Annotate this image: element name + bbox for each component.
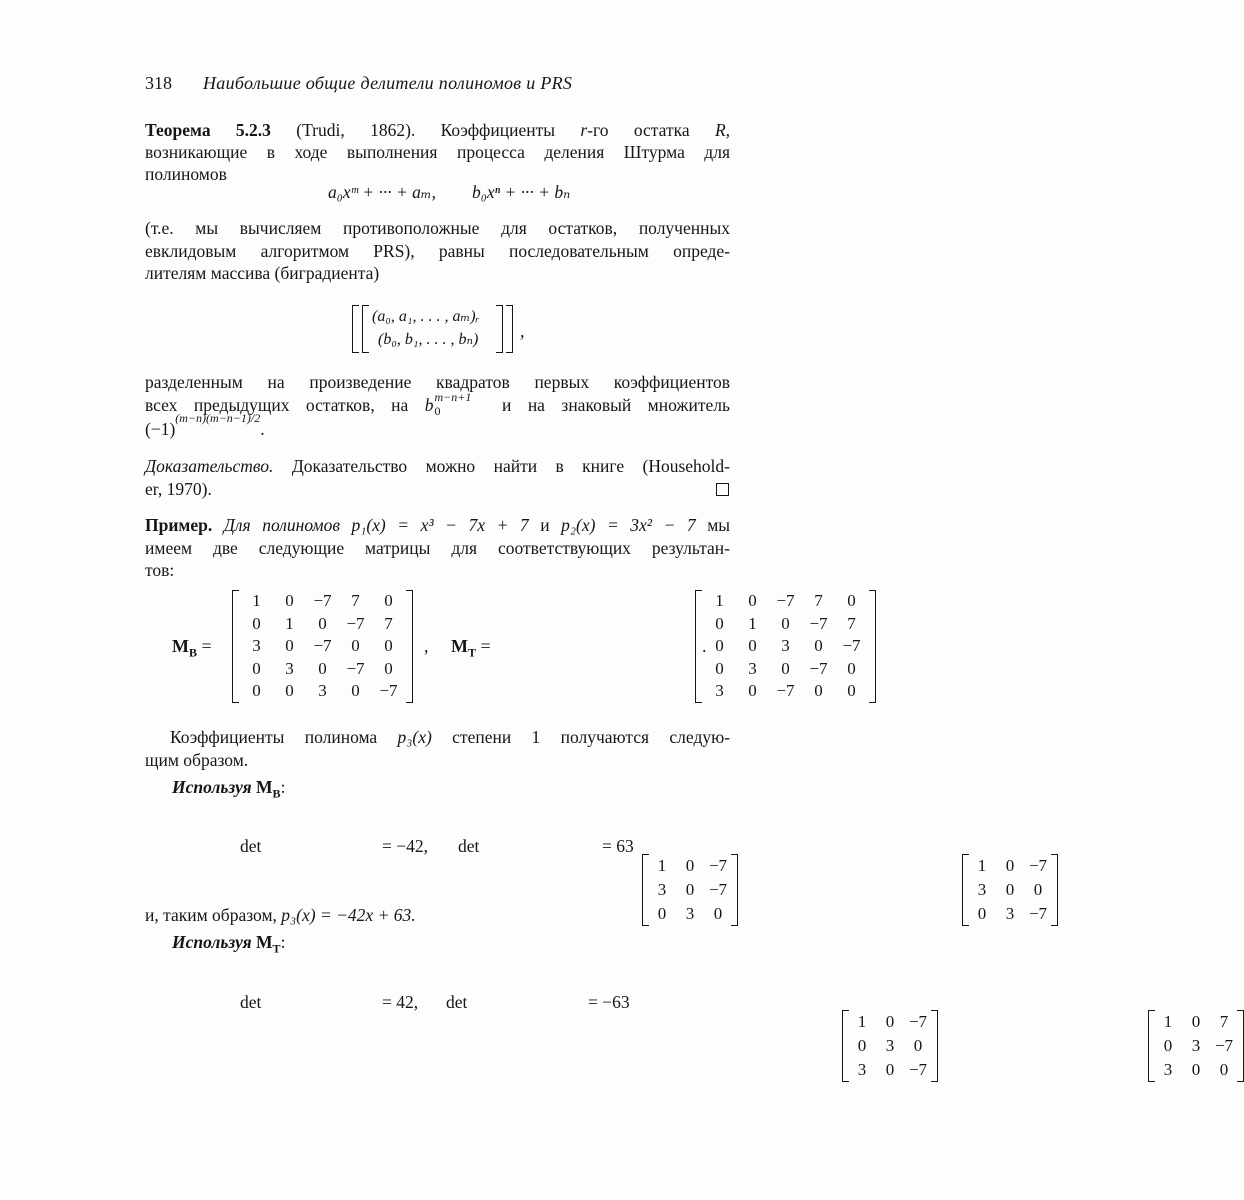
matrix-cell: 0	[685, 855, 695, 875]
matrix-cell: 3	[252, 636, 261, 656]
matrix-row	[703, 680, 868, 703]
matrix-cell: −7	[708, 879, 728, 899]
theorem-line-3: полиномов	[145, 164, 227, 184]
matrix-cell: 0	[814, 681, 823, 701]
matrix-cell: 3	[857, 1059, 867, 1079]
r-symbol: r	[580, 120, 588, 140]
matrix-cell: 0	[977, 903, 987, 923]
MB-subscript: B	[189, 645, 198, 660]
det-T1-result: = 42,	[382, 992, 419, 1012]
line8-text-b: и на знаковый множитель	[501, 395, 731, 415]
matrix-row	[648, 854, 732, 878]
matrices-period: .	[702, 636, 707, 656]
matrix-cell: 3	[285, 658, 294, 678]
MT-subscript: T	[468, 645, 477, 660]
det-B2-result: = 63	[602, 836, 634, 856]
matrix-cell: 3	[977, 879, 987, 899]
det-T1-table	[848, 1010, 932, 1082]
det-T1-label: det	[240, 992, 262, 1012]
det-B2-bracket-right	[1051, 854, 1058, 926]
matrix-cell: 1	[252, 591, 261, 611]
matrix-cell: −7	[908, 1011, 928, 1031]
poly-right: b₀xⁿ + ··· + bₙ	[472, 182, 571, 202]
matrix-row	[240, 680, 405, 703]
theorem-text-tail: -го остатка	[587, 120, 690, 140]
coef-text-a: Коэффициенты полинома	[170, 727, 378, 747]
matrix-cell: 0	[748, 636, 757, 656]
matrix-cell: −7	[346, 658, 365, 678]
matrix-row	[703, 658, 868, 681]
det-T2-label: det	[446, 992, 468, 1012]
matrix-cell: −7	[1028, 855, 1048, 875]
example-line-1	[145, 514, 730, 536]
det-B1-result: = −42,	[382, 836, 428, 856]
theorem-label: Теорема 5.2.3	[145, 120, 271, 140]
matrix-row	[703, 613, 868, 636]
using-T-colon: :	[280, 932, 286, 952]
inner-bracket-right	[496, 305, 503, 353]
matrix-cell: 0	[285, 681, 294, 701]
MB-letter: M	[172, 636, 189, 656]
conclusion-line	[145, 904, 730, 926]
matrix-cell: −7	[809, 658, 828, 678]
matrix-cell: 0	[1163, 1035, 1173, 1055]
matrix-cell: −7	[1028, 903, 1048, 923]
array-row-2: (b₀, b₁, . . . , bₙ)	[378, 331, 479, 348]
theorem-line-9	[145, 411, 730, 440]
theorem-source: (Trudi, 1862).	[296, 120, 416, 140]
sign-period: .	[260, 419, 265, 439]
matrix-cell: 0	[285, 591, 294, 611]
matrix-cell: −7	[708, 855, 728, 875]
matrix-cell: 0	[384, 636, 393, 656]
using-B-sub: B	[272, 786, 281, 801]
matrix-row	[648, 878, 732, 902]
matrix-cell: 3	[1191, 1035, 1201, 1055]
matrix-cell: 3	[781, 636, 790, 656]
b0-symbol: b	[424, 395, 434, 415]
matrix-row	[240, 658, 405, 681]
matrix-cell: 0	[748, 681, 757, 701]
theorem-line-6: лителям массива (биградиента)	[145, 263, 380, 283]
matrix-cell: 0	[1005, 855, 1015, 875]
theorem-line-2: возникающие в ходе выполнения процесса деления Штурма для	[145, 142, 730, 162]
matrix-cell: 1	[857, 1011, 867, 1031]
using-T-sub: T	[272, 941, 281, 956]
conclusion-text: и, таким образом,	[145, 905, 277, 925]
matrix-cell: 0	[384, 658, 393, 678]
proof-line-1	[145, 455, 730, 477]
matrix-cell: −7	[346, 613, 365, 633]
matrix-cell: 0	[713, 903, 723, 923]
matrix-cell: 0	[252, 613, 261, 633]
coef-line-2: щим образом.	[145, 750, 249, 770]
theorem-line-5: евклидовым алгоритмом PRS), равны последовательным опреде-	[145, 241, 730, 261]
matrix-row	[703, 635, 868, 658]
matrix-row	[1154, 1058, 1238, 1082]
matrix-cell: 7	[814, 591, 823, 611]
outer-bracket-left	[352, 305, 359, 353]
matrix-MB	[232, 590, 413, 703]
MT-label	[451, 636, 491, 660]
using-T-heading	[172, 932, 286, 956]
det-T2-bracket-right	[1237, 1010, 1244, 1082]
matrix-cell: 7	[384, 613, 393, 633]
example-label: Пример.	[145, 515, 213, 535]
det-B2-table	[968, 854, 1052, 926]
matrix-cell: 1	[748, 613, 757, 633]
matrix-cell: 3	[1005, 903, 1015, 923]
matrix-cell: 0	[657, 903, 667, 923]
matrix-cell: 0	[1005, 879, 1015, 899]
using-B-label: Используя	[172, 777, 252, 797]
conclusion-formula: p₃(x) = −42x + 63.	[281, 905, 416, 925]
MT-bracket-left	[695, 590, 702, 703]
theorem-line-7: разделенным на произведение квадратов первых коэффициентов	[145, 372, 730, 392]
matrix-cell: 7	[1219, 1011, 1229, 1031]
MT-letter: M	[451, 636, 468, 656]
matrix-cell: 3	[748, 658, 757, 678]
example-and: и	[540, 515, 550, 535]
matrix-cell: 3	[715, 681, 724, 701]
matrix-cell: 0	[748, 591, 757, 611]
matrix-cell: 0	[1191, 1059, 1201, 1079]
using-B-M: M	[256, 777, 273, 797]
matrix-cell: 0	[351, 681, 360, 701]
example-text-b: мы	[707, 515, 731, 535]
matrix-cell: 0	[1033, 879, 1043, 899]
matrix-cell: 0	[318, 613, 327, 633]
matrix-cell: 0	[715, 636, 724, 656]
b0-exponent: m−n+1	[434, 390, 472, 404]
det-B1-bracket-right	[731, 854, 738, 926]
bigradient-array	[352, 305, 525, 351]
det-T2-table	[1154, 1010, 1238, 1082]
matrix-MT	[695, 590, 876, 703]
matrix-cell: 1	[285, 613, 294, 633]
matrix-cell: 0	[885, 1059, 895, 1079]
matrix-cell: −7	[776, 591, 795, 611]
MB-label	[172, 636, 212, 660]
matrix-cell: 0	[913, 1035, 923, 1055]
using-T-label: Используя	[172, 932, 252, 952]
matrix-cell: 1	[1163, 1011, 1173, 1031]
matrix-cell: 0	[351, 636, 360, 656]
matrix-row	[240, 613, 405, 636]
page-number: 318	[145, 73, 172, 93]
sign-base: (−1)	[145, 419, 176, 439]
matrix-row	[240, 590, 405, 613]
matrix-row	[968, 878, 1052, 902]
matrix-cell: 0	[847, 681, 856, 701]
array-row-1: (a₀, a₁, . . . , aₘ)ᵣ	[372, 308, 480, 325]
matrix-row	[968, 854, 1052, 878]
proof-text-1: Доказательство можно найти в книге (Household-	[291, 456, 731, 476]
using-T-M: M	[256, 932, 273, 952]
matrix-row	[848, 1034, 932, 1058]
theorem-line-1	[145, 119, 730, 141]
proof-line-2: er, 1970).	[145, 479, 212, 499]
b0-subscript: 0	[434, 404, 441, 418]
MT-equals: =	[480, 636, 491, 656]
outer-bracket-right	[506, 305, 513, 353]
matrix-cell: 3	[885, 1035, 895, 1055]
matrix-row	[848, 1010, 932, 1034]
matrix-row	[848, 1058, 932, 1082]
theorem-line-4: (т.е. мы вычисляем противоположные для остатков, полученных	[145, 218, 730, 238]
matrix-row	[968, 902, 1052, 926]
matrix-cell: −7	[842, 636, 861, 656]
matrix-row	[703, 590, 868, 613]
matrix-cell: 0	[252, 658, 261, 678]
matrix-cell: 3	[1163, 1059, 1173, 1079]
p3-symbol: p₃(x)	[397, 727, 432, 747]
matrix-row	[1154, 1010, 1238, 1034]
qed-square-icon	[716, 483, 729, 496]
matrix-cell: 1	[657, 855, 667, 875]
matrix-cell: 7	[351, 591, 360, 611]
line8-text-a: всех предыдущих остатков, на	[145, 395, 409, 415]
MB-bracket-right	[406, 590, 413, 703]
p1-formula: p₁(x) = x³ − 7x + 7	[351, 515, 529, 535]
using-B-heading	[172, 777, 286, 801]
inner-bracket-left	[362, 305, 369, 353]
using-B-colon: :	[280, 777, 286, 797]
matrix-cell: −7	[776, 681, 795, 701]
det-B2-matrix	[962, 854, 1058, 926]
matrix-cell: 7	[847, 613, 856, 633]
det-T2-bracket-left	[1148, 1010, 1155, 1082]
det-B2-label: det	[458, 836, 480, 856]
coef-line-1	[170, 726, 730, 748]
poly-left: a₀xᵐ + ··· + aₘ,	[328, 182, 436, 202]
MT-bracket-right	[869, 590, 876, 703]
matrix-cell: 0	[384, 591, 393, 611]
matrices-comma: ,	[424, 636, 429, 656]
example-text-a: Для полиномов	[223, 515, 340, 535]
matrix-cell: 3	[318, 681, 327, 701]
matrix-cell: −7	[313, 636, 332, 656]
MB-equals: =	[201, 636, 212, 656]
MT-table	[703, 590, 868, 703]
matrix-row	[240, 635, 405, 658]
matrix-cell: 0	[847, 591, 856, 611]
sign-exponent: (m−n)(m−n−1)/2	[175, 411, 261, 426]
example-line-3: тов:	[145, 560, 175, 580]
matrix-cell: 0	[685, 879, 695, 899]
array-comma: ,	[520, 321, 525, 341]
matrix-cell: 1	[715, 591, 724, 611]
matrix-cell: −7	[1214, 1035, 1234, 1055]
example-line-2: имеем две следующие матрицы для соответствующих результан-	[145, 538, 730, 558]
R-symbol: R,	[714, 120, 731, 140]
matrix-cell: 0	[781, 613, 790, 633]
det-T1-matrix	[842, 1010, 938, 1082]
det-T2-matrix	[1148, 1010, 1244, 1082]
matrix-cell: 3	[657, 879, 667, 899]
matrix-cell: 0	[252, 681, 261, 701]
matrix-cell: −7	[313, 591, 332, 611]
matrix-cell: −7	[809, 613, 828, 633]
matrix-cell: 0	[318, 658, 327, 678]
running-title: Наибольшие общие делители полиномов и PRS	[203, 73, 573, 93]
matrix-cell: 0	[285, 636, 294, 656]
p2-formula: p₂(x) = 3x² − 7	[561, 515, 696, 535]
det-B2-bracket-left	[962, 854, 969, 926]
matrix-cell: 0	[781, 658, 790, 678]
matrix-cell: 0	[847, 658, 856, 678]
matrix-cell: 1	[977, 855, 987, 875]
matrix-row	[1154, 1034, 1238, 1058]
matrix-cell: 0	[1219, 1059, 1229, 1079]
matrix-cell: 0	[715, 613, 724, 633]
matrix-cell: 0	[885, 1011, 895, 1031]
MB-table	[240, 590, 405, 703]
matrix-cell: 0	[857, 1035, 867, 1055]
matrix-cell: −7	[908, 1059, 928, 1079]
proof-label: Доказательство.	[145, 456, 274, 476]
theorem-text: Коэффициенты	[440, 120, 556, 140]
matrix-cell: −7	[379, 681, 398, 701]
det-T2-result: = −63	[588, 992, 630, 1012]
matrix-cell: 0	[715, 658, 724, 678]
matrix-cell: 0	[814, 636, 823, 656]
MB-bracket-left	[232, 590, 239, 703]
coef-text-b: степени 1 получаются следую-	[452, 727, 731, 747]
det-B1-label: det	[240, 836, 262, 856]
matrix-cell: 0	[1191, 1011, 1201, 1031]
matrix-cell: 3	[685, 903, 695, 923]
det-T1-bracket-right	[931, 1010, 938, 1082]
det-T1-bracket-left	[842, 1010, 849, 1082]
